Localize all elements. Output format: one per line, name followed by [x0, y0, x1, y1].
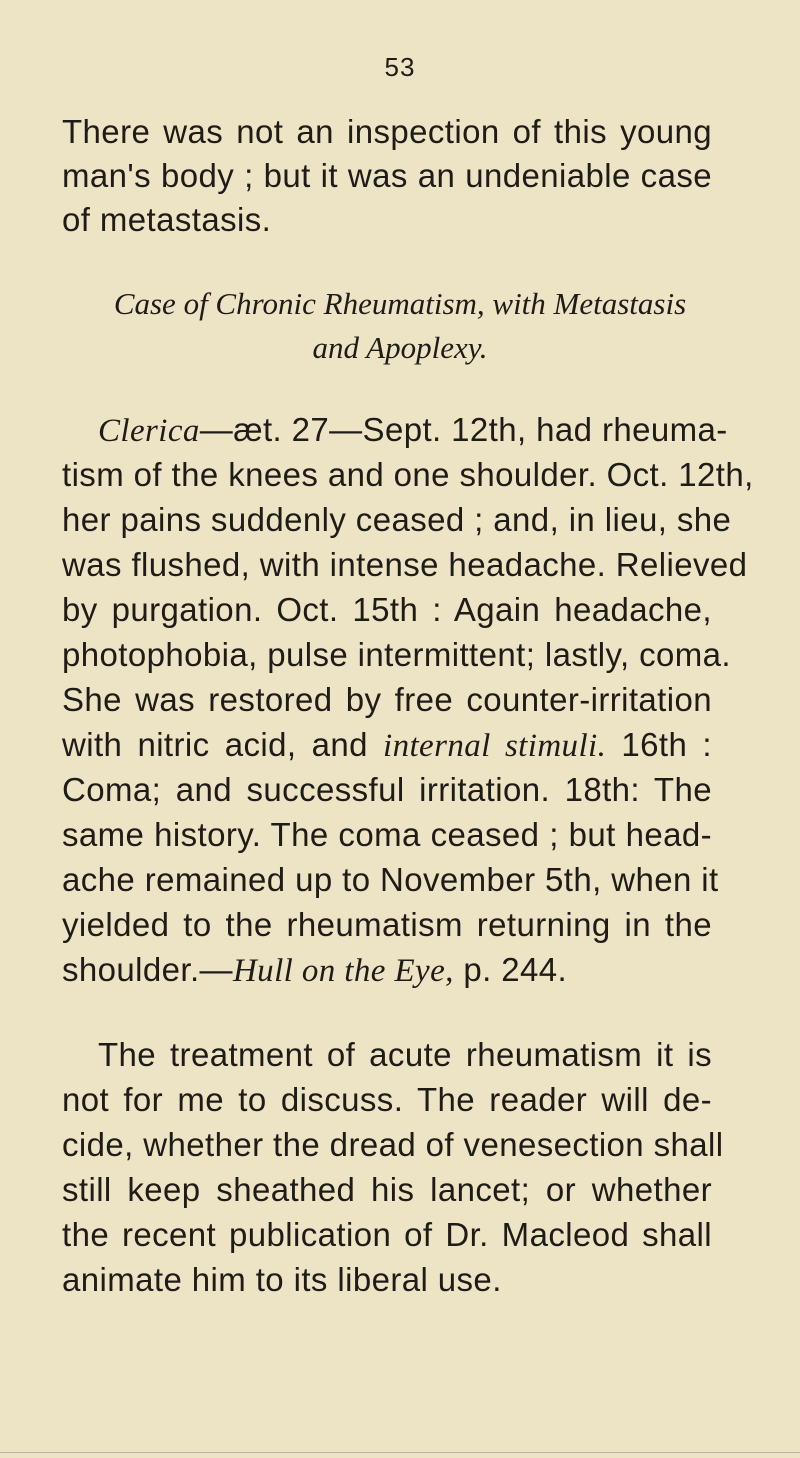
paragraph-2-line-13 — [62, 950, 712, 991]
paragraph-2-line-4: was flushed, with intense headache. Relieved — [62, 546, 748, 583]
paragraph-3-line-1: The treatment of acute rheumatism it is — [98, 1036, 712, 1073]
citation-page: p. 244. — [453, 951, 568, 988]
paragraph-2-line-8-start: with nitric acid, and — [62, 726, 383, 763]
citation-title: Hull on the Eye, — [232, 953, 454, 989]
paragraph-3-line-6: animate him to its liberal use. — [62, 1261, 502, 1298]
paragraph-2-line-2: tism of the knees and one shoulder. Oct. 12th, — [62, 456, 754, 493]
paragraph-1-line-2: man's body ; but it was an undeniable case — [62, 157, 712, 194]
paragraph-1-line-3: of metastasis. — [62, 201, 272, 238]
paragraph-2-line-13-start: shoulder.— — [62, 951, 233, 988]
paragraph-2-line-10: same history. The coma ceased ; but head- — [62, 816, 712, 853]
paragraph-1-line-1: There was not an inspection of this young — [62, 113, 712, 150]
paragraph-2-line-1-text: —æt. 27—Sept. 12th, had rheuma- — [199, 411, 728, 448]
paragraph-2-line-7: She was restored by free counter-irritation — [62, 681, 712, 718]
paragraph-2-line-12: yielded to the rheumatism returning in the — [62, 906, 712, 943]
paragraph-2-line-6: photophobia, pulse intermittent; lastly, coma. — [62, 636, 731, 673]
patient-name: Clerica — [98, 413, 200, 449]
case-heading-line-2: and Apoplexy. — [312, 330, 488, 365]
paragraph-3-line-5: the recent publication of Dr. Macleod shall — [62, 1216, 712, 1253]
paragraph-2-line-9: Coma; and successful irritation. 18th: The — [62, 771, 712, 808]
paragraph-3-line-2: not for me to discuss. The reader will de- — [62, 1081, 712, 1118]
case-heading-line-1: Case of Chronic Rheumatism, with Metastasis — [113, 286, 687, 321]
paragraph-3-line-4: still keep sheathed his lancet; or whether — [62, 1171, 712, 1208]
paragraph-2-line-8 — [62, 725, 712, 766]
paragraph-2-line-3: her pains suddenly ceased ; and, in lieu, she — [62, 501, 732, 538]
paragraph-2-line-8-end: 16th : — [606, 726, 712, 763]
internal-stimuli-text: internal stimuli. — [383, 728, 607, 764]
paragraph-2-line-11: ache remained up to November 5th, when it — [62, 861, 719, 898]
page-bottom-edge — [0, 1452, 800, 1453]
paragraph-3-line-3: cide, whether the dread of venesection shall — [62, 1126, 724, 1163]
paragraph-2-line-5: by purgation. Oct. 15th : Again headache, — [62, 591, 712, 628]
paragraph-2-line-1 — [98, 410, 728, 451]
page-number: 53 — [384, 52, 416, 82]
